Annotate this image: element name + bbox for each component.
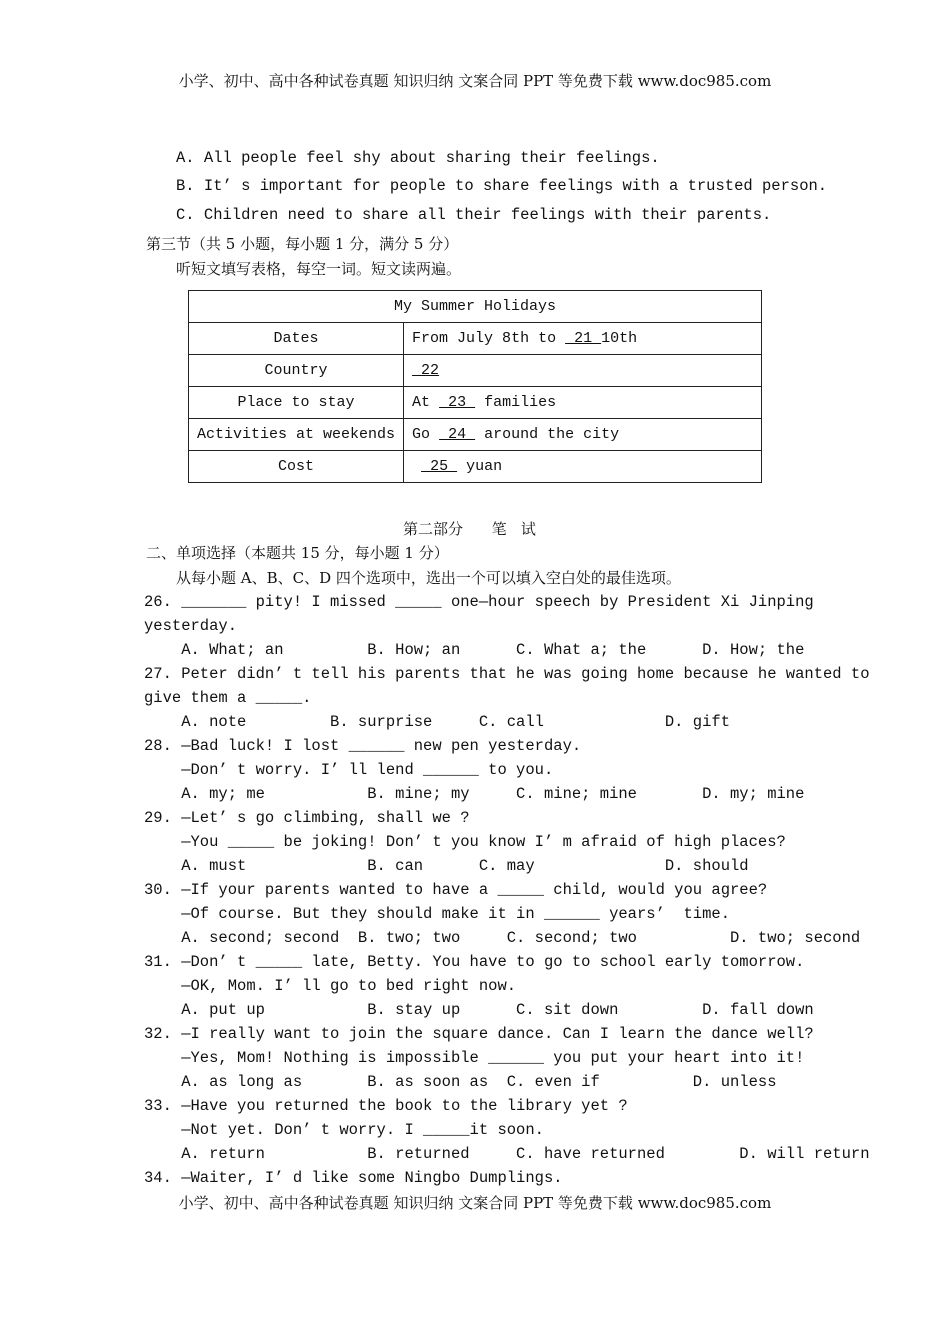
row-label: Activities at weekends — [189, 419, 404, 451]
question-line: 33. —Have you returned the book to the library yet ? — [144, 1097, 628, 1115]
table-row — [189, 355, 762, 387]
question-line: 34. —Waiter, I’ d like some Ningbo Dumplings. — [144, 1169, 563, 1187]
part-2-instructions: 从每小题 A、B、C、D 四个选项中，选出一个可以填入空白处的最佳选项。 — [176, 569, 681, 587]
question-line: 30. —If your parents wanted to have a _____ child, would you agree? — [144, 881, 768, 899]
row-value: Go 24 around the city — [404, 419, 762, 451]
table-row — [189, 323, 762, 355]
question-line: 27. Peter didn’ t tell his parents that he was going home because he wanted to — [144, 665, 870, 683]
question-line: A. second; second B. two; two C. second; two D. two; second — [144, 929, 861, 947]
blank-21: 21 — [565, 330, 602, 347]
table-title: My Summer Holidays — [189, 291, 762, 323]
row-value: At 23 families — [404, 387, 762, 419]
question-line: 29. —Let’ s go climbing, shall we ? — [144, 809, 470, 827]
row-label: Dates — [189, 323, 404, 355]
row-value — [404, 355, 762, 387]
question-line: A. return B. returned C. have returned D. will return — [144, 1145, 870, 1163]
summer-holidays-table — [188, 290, 762, 483]
question-line: —Not yet. Don’ t worry. I _____it soon. — [144, 1121, 544, 1139]
page-header: 小学、初中、高中各种试卷真题 知识归纳 文案合同 PPT 等免费下载 www.doc985.com — [178, 72, 772, 90]
question-line: A. What; an B. How; an C. What a; the D. How; the — [144, 641, 805, 659]
question-line: 28. —Bad luck! I lost ______ new pen yesterday. — [144, 737, 582, 755]
option-b: B. It’ s important for people to share feelings with a trusted person. — [176, 177, 828, 195]
question-line: 31. —Don’ t _____ late, Betty. You have to go to school early tomorrow. — [144, 953, 805, 971]
row-label: Country — [189, 355, 404, 387]
blank-25: 25 — [421, 458, 458, 475]
question-line: yesterday. — [144, 617, 238, 635]
question-line: A. my; me B. mine; my C. mine; mine D. my; mine — [144, 785, 805, 803]
row-label: Place to stay — [189, 387, 404, 419]
question-line: —Don’ t worry. I’ ll lend ______ to you. — [144, 761, 554, 779]
section-3-title: 第三节（共 5 小题，每小题 1 分，满分 5 分） — [146, 235, 459, 253]
question-line: —Of course. But they should make it in ______ years’ time. — [144, 905, 730, 923]
question-line: give them a _____. — [144, 689, 312, 707]
row-label: Cost — [189, 451, 404, 483]
part-2-section: 二、单项选择（本题共 15 分，每小题 1 分） — [146, 544, 449, 562]
question-line: A. must B. can C. may D. should — [144, 857, 749, 875]
question-line: 26. _______ pity! I missed _____ one—hour speech by President Xi Jinping — [144, 593, 814, 611]
table-row — [189, 387, 762, 419]
row-value: 25 yuan — [404, 451, 762, 483]
row-value: From July 8th to 21 10th — [404, 323, 762, 355]
blank-22: 22 — [412, 362, 440, 379]
option-c: C. Children need to share all their feelings with their parents. — [176, 206, 772, 224]
question-line: —OK, Mom. I’ ll go to bed right now. — [144, 977, 517, 995]
part-2-title: 第二部分 笔 试 — [403, 520, 536, 538]
question-line: —You _____ be joking! Don’ t you know I’ m afraid of high places? — [144, 833, 786, 851]
section-3-instructions: 听短文填写表格，每空一词。短文读两遍。 — [176, 260, 462, 278]
question-line: A. put up B. stay up C. sit down D. fall down — [144, 1001, 814, 1019]
option-a: A. All people feel shy about sharing their feelings. — [176, 149, 660, 167]
question-line: —Yes, Mom! Nothing is impossible ______ you put your heart into it! — [144, 1049, 805, 1067]
table-row — [189, 419, 762, 451]
question-line: A. note B. surprise C. call D. gift — [144, 713, 730, 731]
question-line: A. as long as B. as soon as C. even if D. unless — [144, 1073, 777, 1091]
table-row — [189, 451, 762, 483]
page-footer: 小学、初中、高中各种试卷真题 知识归纳 文案合同 PPT 等免费下载 www.doc985.com — [178, 1194, 772, 1212]
blank-23: 23 — [439, 394, 476, 411]
question-line: 32. —I really want to join the square dance. Can I learn the dance well? — [144, 1025, 814, 1043]
blank-24: 24 — [439, 426, 476, 443]
